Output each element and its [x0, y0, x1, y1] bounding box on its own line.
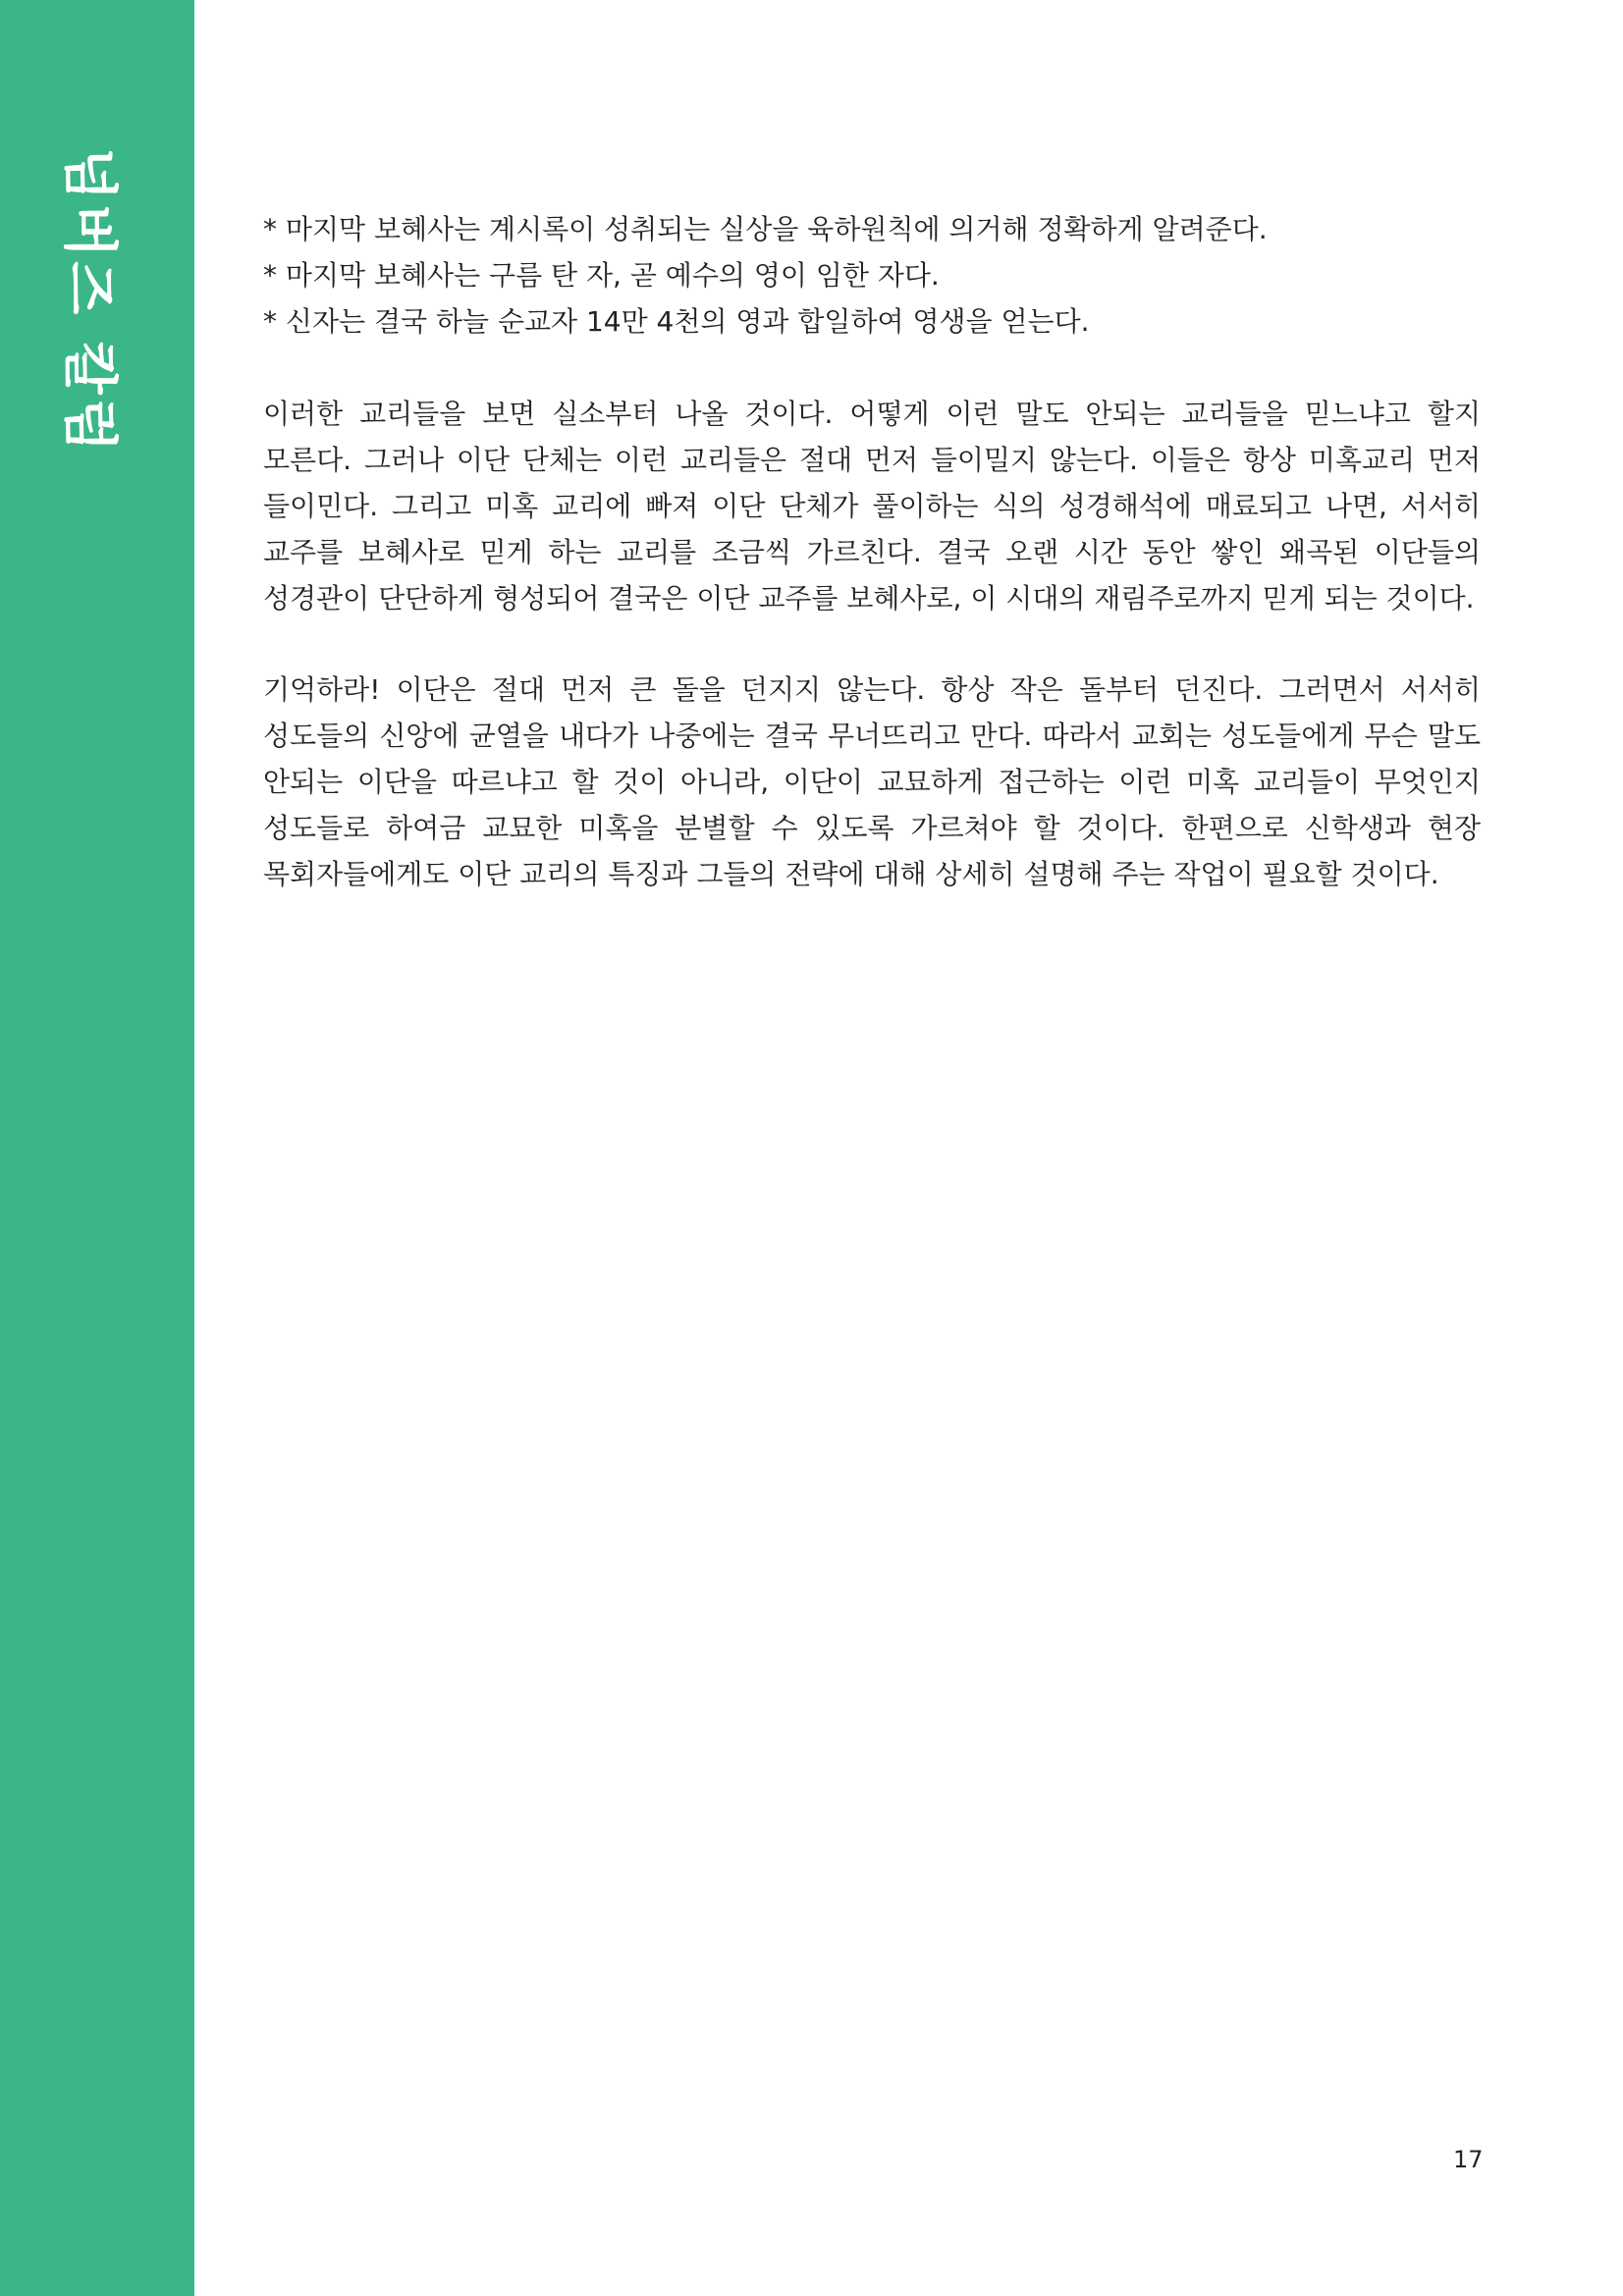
list-item: * 신자는 결국 하늘 순교자 14만 4천의 영과 합일하여 영생을 얻는다.: [263, 305, 1090, 338]
page-number: 17: [1453, 2146, 1484, 2173]
paragraph-1: 이러한 교리들을 보면 실소부터 나올 것이다. 어떻게 이런 말도 안되는 교리들을 믿느냐고 할지 모른다. 그러나 이단 단체는 이런 교리들은 절대 먼저 들이밀지 않는다. 이들은 항상 미혹교리 먼저 들이민다. 그리고 미혹 교리에 빠져 이단 단체가 풀이하는 식의 성경해석에 매료되고 나면, 서서히 교주를 보혜사로 믿게 하는 교리를 조금씩 가르친다. 결국 오랜 시간 동안 쌓인 왜곡된 이단들의 성경관이 단단하게 형성되어 결국은 이단 교주를 보혜사로, 이 시대의 재림주로까지 믿게 되는 것이다.: [263, 398, 1481, 614]
article-body: [263, 206, 1481, 942]
doctrine-list: [263, 206, 1481, 345]
sidebar-band: [0, 0, 194, 2296]
column-title: 넘버즈 칼럼: [57, 147, 121, 455]
paragraph-2: 기억하라! 이단은 절대 먼저 큰 돌을 던지지 않는다. 항상 작은 돌부터 던진다. 그러면서 서서히 성도들의 신앙에 균열을 내다가 나중에는 결국 무너뜨리고 만다. 따라서 교회는 성도들에게 무슨 말도 안되는 이단을 따르냐고 할 것이 아니라, 이단이 교묘하게 접근하는 이런 미혹 교리들이 무엇인지 성도들로 하여금 교묘한 미혹을 분별할 수 있도록 가르쳐야 할 것이다. 한편으로 신학생과 현장 목회자들에게도 이단 교리의 특징과 그들의 전략에 대해 상세히 설명해 주는 작업이 필요할 것이다.: [263, 673, 1481, 890]
list-item: * 마지막 보혜사는 계시록이 성취되는 실상을 육하원칙에 의거해 정확하게 알려준다.: [263, 213, 1268, 245]
list-item: * 마지막 보혜사는 구름 탄 자, 곧 예수의 영이 임한 자다.: [263, 259, 940, 292]
